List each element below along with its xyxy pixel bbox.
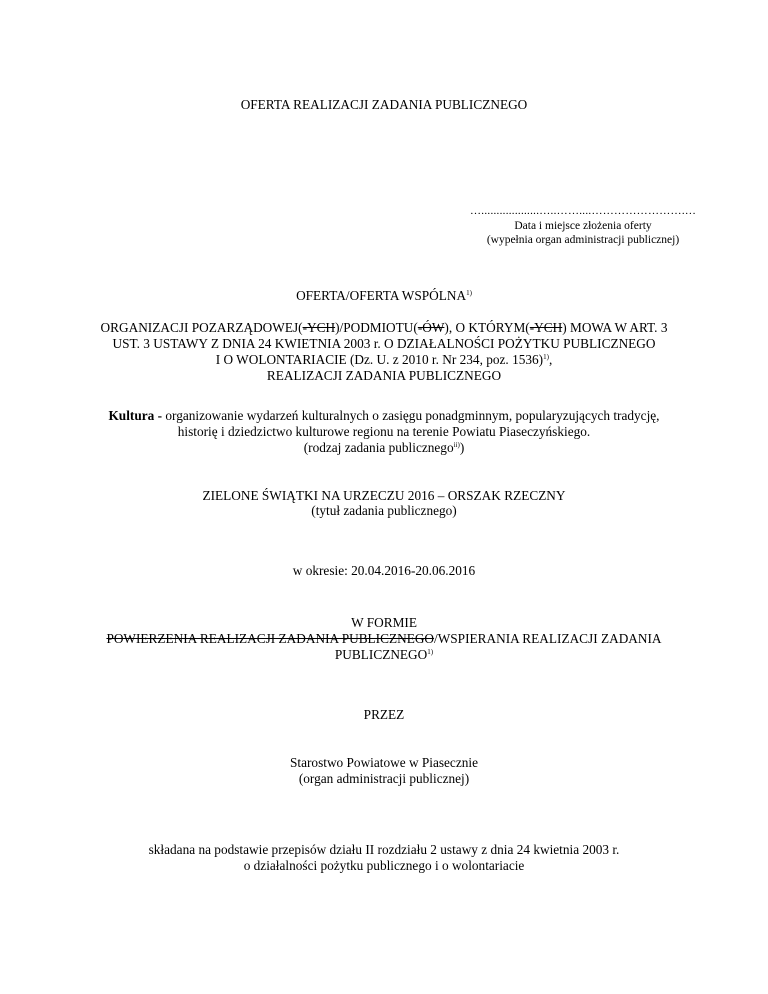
org-text-b: )/PODMIOTU( bbox=[335, 320, 418, 335]
organization-line-4: REALIZACJI ZADANIA PUBLICZNEGO bbox=[266, 368, 502, 383]
task-kind-caption-footnote: ii) bbox=[453, 441, 460, 449]
task-title: ZIELONE ŚWIĄTKI NA URZECZU 2016 – ORSZAK RZECZNY bbox=[202, 488, 566, 503]
date-dotted-line: …...................…..……....…………………….… bbox=[470, 205, 696, 217]
form-strike: POWIERZENIA REALIZACJI ZADANIA PUBLICZNEGO bbox=[106, 631, 435, 646]
offer-type-footnote: 1) bbox=[466, 289, 472, 297]
org-strike-2: -ÓW bbox=[417, 320, 445, 335]
form-line2-text: PUBLICZNEGO bbox=[334, 647, 428, 662]
document-title: OFERTA REALIZACJI ZADANIA PUBLICZNEGO bbox=[240, 97, 528, 112]
offer-type bbox=[0, 288, 768, 304]
form-heading: W FORMIE bbox=[351, 615, 417, 630]
task-title-caption: (tytuł zadania publicznego) bbox=[311, 503, 457, 518]
org-strike-1: -YCH bbox=[302, 320, 336, 335]
task-kind-caption bbox=[0, 440, 768, 456]
date-sublabel: (wypełnia organ administracji publicznej) bbox=[486, 234, 680, 246]
task-kind-bold: Kultura - bbox=[108, 408, 163, 423]
org-text-c: ), O KTÓRYM( bbox=[444, 320, 530, 335]
org-text-a: ORGANIZACJI POZARZĄDOWEJ( bbox=[100, 320, 303, 335]
task-kind-caption-text: (rodzaj zadania publicznego bbox=[303, 440, 454, 455]
organization-line-2: UST. 3 USTAWY Z DNIA 24 KWIETNIA 2003 r. O DZIAŁALNOŚCI POŻYTKU PUBLICZNEGO bbox=[112, 336, 656, 351]
form-footnote: 1) bbox=[427, 648, 434, 656]
form-line-2 bbox=[0, 647, 768, 663]
period: w okresie: 20.04.2016-20.06.2016 bbox=[292, 563, 476, 578]
organization-line-3 bbox=[0, 352, 768, 368]
basis-line-2: o działalności pożytku publicznego i o wolontariacie bbox=[243, 858, 525, 873]
offer-type-text: OFERTA/OFERTA WSPÓLNA bbox=[296, 288, 467, 303]
organ-name: Starostwo Powiatowe w Piasecznie bbox=[290, 755, 478, 770]
task-kind-line-2: historię i dziedzictwo kulturowe regionu na terenie Powiatu Piaseczyńskiego. bbox=[177, 424, 591, 439]
org-text-d: ) MOWA W ART. 3 bbox=[562, 320, 668, 335]
organ-caption: (organ administracji publicznej) bbox=[298, 771, 470, 786]
task-kind-caption-tail: ) bbox=[459, 440, 465, 455]
form-line-1 bbox=[0, 631, 768, 647]
date-label: Data i miejsce złożenia oferty bbox=[514, 220, 652, 232]
task-kind-rest: organizowanie wydarzeń kulturalnych o zasięgu ponadgminnym, popularyzujących tradycję, bbox=[162, 408, 660, 423]
form-rest: /WSPIERANIA REALIZACJI ZADANIA bbox=[434, 631, 662, 646]
org-line3-tail: , bbox=[548, 352, 553, 367]
basis-line-1: składana na podstawie przepisów działu II rozdziału 2 ustawy z dnia 24 kwietnia 2003 r. bbox=[148, 842, 620, 857]
by-heading: PRZEZ bbox=[363, 707, 405, 722]
org-line3-footnote: 1) bbox=[543, 353, 549, 361]
org-strike-3: -YCH bbox=[529, 320, 563, 335]
task-kind-line-1 bbox=[0, 408, 768, 424]
org-line3-text: I O WOLONTARIACIE (Dz. U. z 2010 r. Nr 234, poz. 1536) bbox=[215, 352, 544, 367]
organization-line-1 bbox=[0, 320, 768, 336]
